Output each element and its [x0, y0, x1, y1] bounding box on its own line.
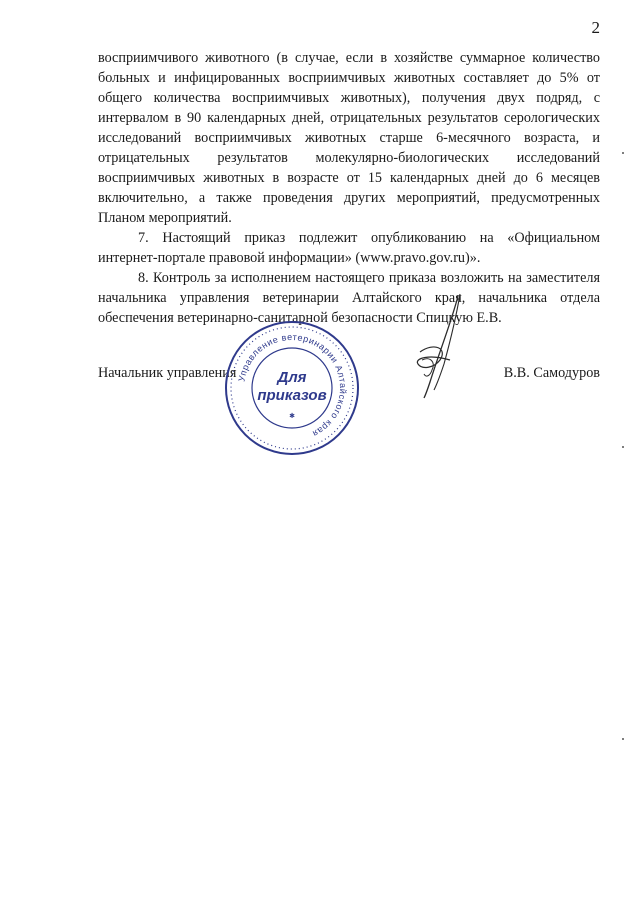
- scan-mark: [622, 152, 624, 154]
- scan-mark: [622, 446, 624, 448]
- handwritten-signature: [400, 290, 475, 400]
- paragraph-continuation: восприимчивого животного (в случае, если в хозяйстве суммарное количество больных и инфицированных восприимчивых животных составляет до 5% от общего количества восприимчивых животных), получения двух подряд, с интервалом в 90 календарных дней, отрицательных результатов серологических исследований восприимчивых животных старше 6-месячного возраста, и отрицательных результатов молекулярно-биологических исследований восприимчивых животных в возрасте от 15 календарных дней до 6 месяцев включительно, а также проведения других мероприятий, предусмотренных Планом мероприятий.: [98, 50, 600, 226]
- stamp-star-icon: ✱: [289, 412, 295, 420]
- stamp-ring-text: Управление ветеринарии Алтайского края: [236, 331, 349, 440]
- signatory-title: Начальник управления: [98, 365, 237, 381]
- stamp-center-line-2: приказов: [257, 387, 327, 404]
- document-body: [98, 48, 600, 328]
- page-number: 2: [591, 18, 600, 37]
- scan-mark: [622, 738, 624, 740]
- stamp-center-line-1: Для: [277, 369, 307, 386]
- signatory-name: В.В. Самодуров: [503, 365, 600, 381]
- paragraph-item-8: 8. Контроль за исполнением настоящего приказа возложить на заместителя начальника управления ветеринарии Алтайского края, начальника отдела обеспечения ветеринарно-санитарной безопасности Спицкую Е.В.: [98, 270, 600, 326]
- official-stamp: [222, 318, 362, 458]
- paragraph-item-7: 7. Настоящий приказ подлежит опубликованию на «Официальном интернет-портале правовой информации» (www.pravo.gov.ru)».: [98, 230, 600, 266]
